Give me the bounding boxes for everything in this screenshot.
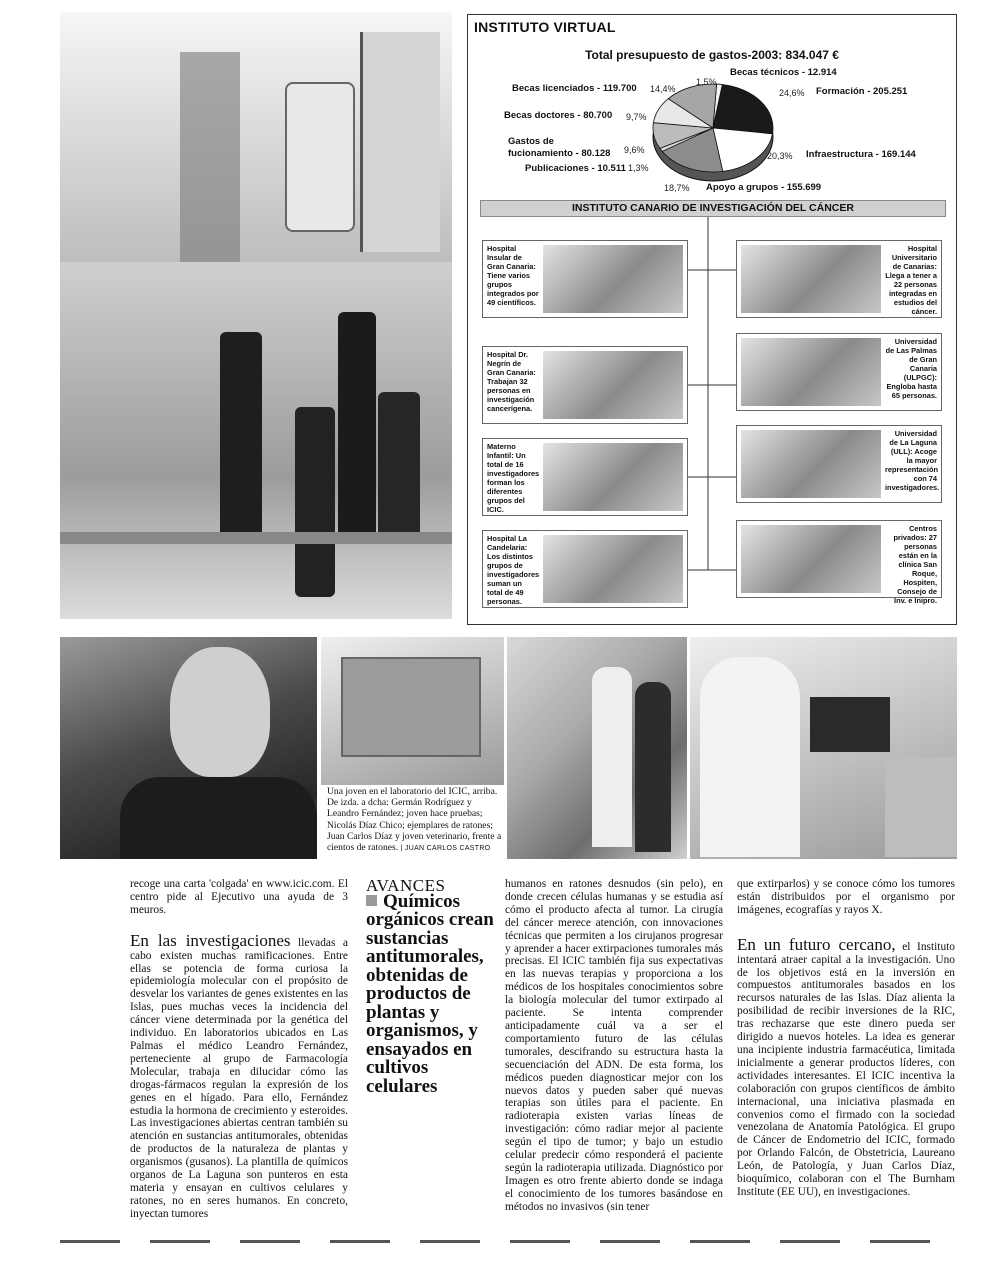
pct-formacion: 24,6% [779, 88, 805, 98]
photo-caption [327, 786, 505, 854]
label-publicaciones: Publicaciones - 10.511 [525, 163, 626, 174]
building-photo [543, 535, 683, 603]
article-column-1 [130, 878, 348, 1221]
photo-credit: | JUAN CARLOS CASTRO [400, 845, 491, 853]
mice-cages-photo [321, 637, 504, 785]
chart-title: Total presupuesto de gastos-2003: 834.047 € [585, 48, 839, 62]
pct-licenciados: 14,4% [650, 84, 676, 94]
computer-lab-photo [690, 637, 957, 859]
org-text: Hospital La Candelaria: Los distintos grupos de investigadores suman un total de 49 personas. [487, 534, 540, 606]
pct-gastos: 9,6% [624, 145, 645, 155]
col4-paragraph [737, 934, 955, 1199]
headline-text: Químicos orgánicos crean sustancias antitumorales, obtenidas de productos de plantas y organismos, y ensayados en cultivos celulares [366, 890, 494, 1097]
col1-body: llevadas a cabo existen muchas ramificaciones. Entre ellas se potencia de forma curiosa la epidemiología molecular con el propósito de desvelar los variantes de genes existentes en las Islas, pues muchas veces la incidencia del cáncer viene determinada por la genética del individuo. En laboratorios ubicados en Las Palmas el médico Leandro Fernández, perteneciente al grupo de Farmacología Molecular, trabaja en dilucidar cómo las drogas-fármacos regulan la expresión de los genes en el hígado. Para ello, Fernández estudia la hormona de crecimiento y esteroides. Las investigaciones abiertas centran también su atención en sustancias antitumorales, obtenidas de productos de la naturaleza de plantas y organismos (gusanos). La plantilla de químicos organos de La Laguna son punteros en esta materia y ensayan en cultivos celulares y ratones, no en seres humanos. En concreto, inyectan tumores [130, 936, 348, 1220]
org-text: Universidad de Las Palmas de Gran Canaria (ULPGC): Engloba hasta 65 personas. [885, 337, 937, 400]
org-ull [736, 425, 942, 503]
col1-paragraph [130, 930, 348, 1221]
section-kicker: AVANCES [366, 876, 446, 895]
label-formacion: Formación - 205.251 [816, 86, 908, 97]
pct-becas-tecnicos: 1,5% [696, 77, 717, 87]
label-apoyo: Apoyo a grupos - 155.699 [706, 182, 822, 193]
col1-lead-in: En las investigaciones [130, 930, 291, 950]
org-text: Universidad de La Laguna (ULL): Acoge la mayor representación con 74 investigadores. [885, 429, 940, 492]
org-hospital-candelaria [482, 530, 688, 608]
building-photo [741, 338, 881, 406]
label-becas-tecnicos: Becas técnicos - 12.914 [730, 67, 837, 78]
label-licenciados: Becas licenciados - 119.700 [512, 83, 637, 94]
org-hospital-insular [482, 240, 688, 318]
infographic-title: INSTITUTO VIRTUAL [474, 19, 616, 35]
org-centros-privados [736, 520, 942, 605]
pct-apoyo: 18,7% [664, 183, 690, 193]
lab-photo [60, 12, 452, 619]
sidebar-column [366, 876, 494, 1097]
label-infraestructura: Infraestructura - 169.144 [806, 149, 916, 160]
article-column-3 [505, 878, 723, 1214]
col4-top-paragraph: que extirparlos) y se conoce cómo los tumores están distribuidos por el organismo por imágenes, ecografías y rayos X. [737, 878, 955, 916]
building-photo [741, 245, 881, 313]
org-text: Centros privados: 27 personas están en la clínica San Roque, Hospiten, Consejo de Inv. e Inipro. [893, 524, 937, 605]
col4-lead-in: En un futuro cercano, [737, 934, 896, 954]
org-ulpgc [736, 333, 942, 411]
label-doctores: Becas doctores - 80.700 [504, 110, 613, 121]
building-photo [543, 351, 683, 419]
caption-text: Una joven en el laboratorio del ICIC, arriba. De izda. a dcha: Germán Rodríguez y Leandro Fernández; joven hace pruebas; Nicolás Díaz Chico; ejemplares de ratones; Juan Carlos Díaz y joven veterinario, frente a cientos de ratones. [327, 786, 502, 854]
scan-edge-mark [60, 1240, 940, 1243]
icic-header-bar: INSTITUTO CANARIO DE INVESTIGACIÓN DEL CÁNCER [480, 200, 946, 217]
label-gastos-1: Gastos de [508, 136, 554, 147]
col1-top-paragraph: recoge una carta 'colgada' en www.icic.com. El centro pide al Ejecutivo una ayuda de 3 meuros. [130, 878, 348, 916]
article-column-4 [737, 878, 955, 1199]
building-photo [543, 443, 683, 511]
pct-doctores: 9,7% [626, 112, 647, 122]
org-text: Materno Infantil: Un total de 16 investigadores forman los diferentes grupos del ICIC. [487, 442, 540, 514]
building-photo [741, 525, 881, 593]
portrait-photo [60, 637, 317, 859]
infographic-panel [467, 14, 957, 625]
org-hospital-universitario [736, 240, 942, 318]
sidebar-headline [366, 890, 494, 1097]
org-text: Hospital Universitario de Canarias: Llega a tener a 22 personas integradas en estudios del cáncer. [885, 244, 937, 316]
org-hospital-negrin [482, 346, 688, 424]
org-text: Hospital Dr. Negrín de Gran Canaria: Trabajan 32 personas en investigación cancerígena. [487, 350, 536, 413]
col3-body: humanos en ratones desnudos (sin pelo), en donde crecen células humanas y se estudia así cómo el producto afecta al tumor. La cirugía del cáncer merece atención, con innovaciones técnicas que permiten a los cirujanos progresar y aprender a hacer extirpaciones tumorales más precisas. El ICIC también fija sus expectativas en las nuevas terapias y proporciona a los médicos de los hospitales conocimientos sobre la biología molecular del tumor extirpado al paciente. Se intenta comprender anticipadamente cuál va a ser el comportamiento futuro de las células tumorales, descifrando su estructura hasta la secuenciación del ADN. De esta forma, los médicos pueden diagnosticar mejor con los nuevos datos y pueden saber qué nuevas terapias son útiles para el paciente. En radioterapia existen varias líneas de investigación: cómo radiar mejor al paciente según el tipo de tumor; y bajo un estudio celular predecir cómo responderá el paciente según la radioterapia utilizada. Diagnóstico por Imagen es otro frente abierto donde se indaga el conocimiento de los tumores basándose en métodos no invasivos (sin tener [505, 878, 723, 1213]
org-text: Hospital Insular de Gran Canaria: Tiene varios grupos integrados por 49 científicos. [487, 244, 539, 307]
label-gastos-2: fucionamiento - 80.128 [508, 148, 611, 159]
org-materno-infantil [482, 438, 688, 516]
col4-body: el Instituto intentará atraer capital a la investigación. Uno de los objetivos está en la inversión en compuestos antitumorales basados en los recursos naturales de las Islas. Díaz alienta la posibilidad de recibir inversiones de la RIC, tras rechazarse que este dinero pueda ser dirigido a nuevos hoteles. La idea es generar una incipiente industria farmacéutica, limitada inicialmente a generar productos líderes, con actividades interesantes. El ICIC incentiva la colaboración con grupos científicos de ámbito internacional, una iniciativa plasmada en convenios como el firmado con la sociedad venezolana de Anatomía Patológica. El grupo de Cáncer de Endometrio del ICIC, formado por Orlando Falcón, de Obstetricia, Laureano León, de Patología, y Juan Carlos Díaz, bioquímico, colaboran con el The Burnham Institute (EE UU), en investigaciones. [737, 940, 955, 1198]
square-bullet-icon [366, 895, 377, 906]
pct-publicaciones: 1,3% [628, 163, 649, 173]
building-photo [543, 245, 683, 313]
lab-corridor-photo [507, 637, 687, 859]
building-photo [741, 430, 881, 498]
pct-infraestructura: 20,3% [767, 151, 793, 161]
